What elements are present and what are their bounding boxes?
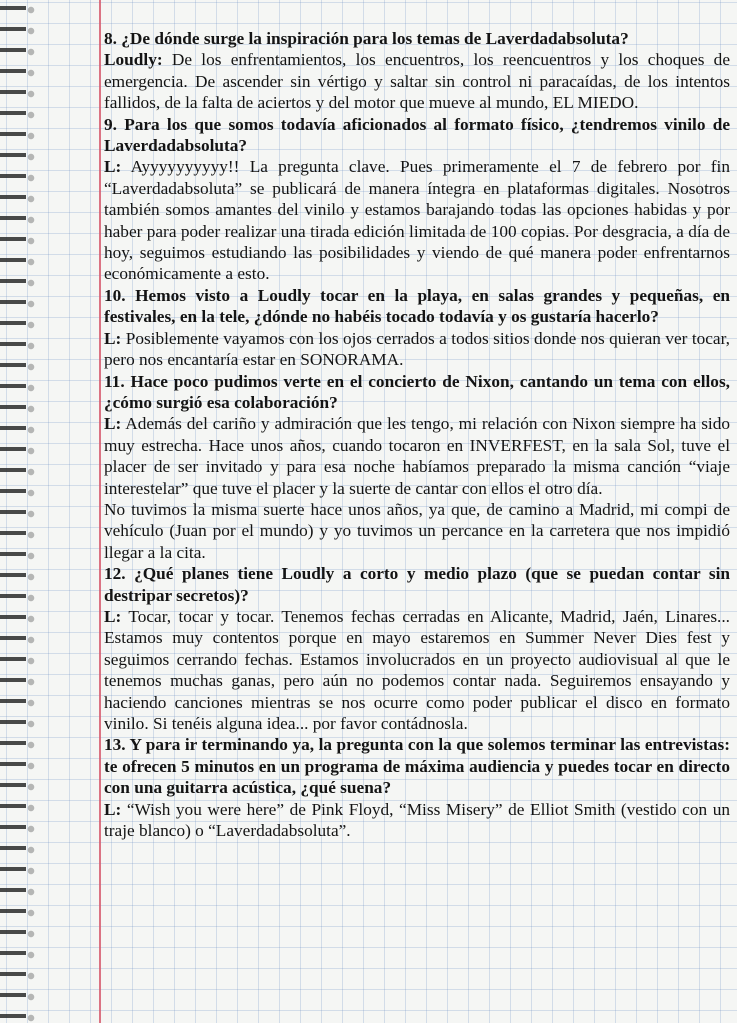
binding-holes <box>24 0 38 1023</box>
question-13: 13. Y para ir terminando ya, la pregunta con la que solemos terminar las entrevistas: te ofrecen 5 minutos en un programa de máxima audiencia y puedes tocar en directo con una guitarra acústica, ¿qué suena? <box>104 735 730 798</box>
answer-text: Ayyyyyyyyyy!! La pregunta clave. Pues primeramente el 7 de febrero por fin “Laverdadabsoluta” se publicará de manera íntegra en plataformas digitales. Nosotros también somos amantes del vinilo y estamos barajando todas las opciones habidas y por haber para poder realizar una tirada edición limitada de 100 copias. Por desgracia, a día de hoy, seguimos estudiando las posibilidades y viendo de qué manera poder enfrentarnos económicamente a esto. <box>104 157 731 284</box>
answer-13 <box>104 799 730 842</box>
question-8: 8. ¿De dónde surge la inspiración para los temas de Laverdadabsoluta? <box>104 29 629 48</box>
speaker-label: L: <box>104 606 122 626</box>
margin-line <box>99 0 101 1023</box>
question-9: 9. Para los que somos todavía aficionados al formato físico, ¿tendremos vinilo de Laverdadabsoluta? <box>104 114 730 156</box>
answer-text: Posiblemente vayamos con los ojos cerrados a todos sitios donde nos quieran ver tocar, pero nos encantaría estar en SONORAMA. <box>104 328 730 370</box>
answer-text: “Wish you were here” de Pink Floyd, “Miss Misery” de Elliot Smith (vestido con un traje blanco) o “Laverdadabsoluta”. <box>104 799 730 841</box>
question-11: 11. Hace poco pudimos verte en el concierto de Nixon, cantando un tema con ellos, ¿cómo surgió esa colaboración? <box>104 371 730 412</box>
answer-8 <box>104 49 730 113</box>
interview-text <box>104 28 730 841</box>
answer-text: De los enfrentamientos, los encuentros, los reencuentros y los choques de emergencia. De ascender sin vértigo y saltar sin control ni paracaídas, de los intentos fallidos, de la falta de aciertos y del motor que mueve al mundo, EL MIEDO. <box>104 50 730 113</box>
speaker-label: L: <box>104 328 122 348</box>
answer-11-continued: No tuvimos la misma suerte hace unos años, ya que, de camino a Madrid, mi compi de vehículo (Juan por el mundo) y yo tuvimos un percance en la carretera que nos impidió llegar a la cita. <box>104 499 730 562</box>
question-12: 12. ¿Qué planes tiene Loudly a corto y medio plazo (que se puedan contar sin destripar secretos)? <box>104 564 730 605</box>
answer-12 <box>104 606 730 734</box>
answer-11 <box>104 413 730 499</box>
answer-9 <box>104 156 730 284</box>
answer-text: Tocar, tocar y tocar. Tenemos fechas cerradas en Alicante, Madrid, Jaén, Linares... Estamos muy contentos porque en mayo estaremos en Summer Never Dies fest y seguimos cerrando fechas. Estamos involucrados en un proyecto audiovisual al que le tenemos muchas ganas, pero aún no podemos contar nada. Seguiremos ensayando y haciendo canciones mientras se nos ocurre como poder publicar el disco en formato vinilo. Si tenéis alguna idea... por favor contádnosla. <box>104 606 731 733</box>
speaker-label: Loudly: <box>104 50 163 70</box>
speaker-label: L: <box>104 414 122 434</box>
speaker-label: L: <box>104 157 122 177</box>
question-10: 10. Hemos visto a Loudly tocar en la playa, en salas grandes y pequeñas, en festivales, en la tele, ¿dónde no habéis tocado todavía y os gustaría hacerlo? <box>104 285 730 327</box>
speaker-label: L: <box>104 799 122 819</box>
answer-10 <box>104 328 730 371</box>
answer-text: Además del cariño y admiración que les tengo, mi relación con Nixon siempre ha sido muy estrecha. Hace unos años, cuando tocaron en INVERFEST, en la sala Sol, tuve el placer de ser invitado y para esa noche habíamos preparado la misma canción “viaje interestelar” que tuve el placer y la suerte de cantar con ellos el otro día. <box>104 414 730 498</box>
